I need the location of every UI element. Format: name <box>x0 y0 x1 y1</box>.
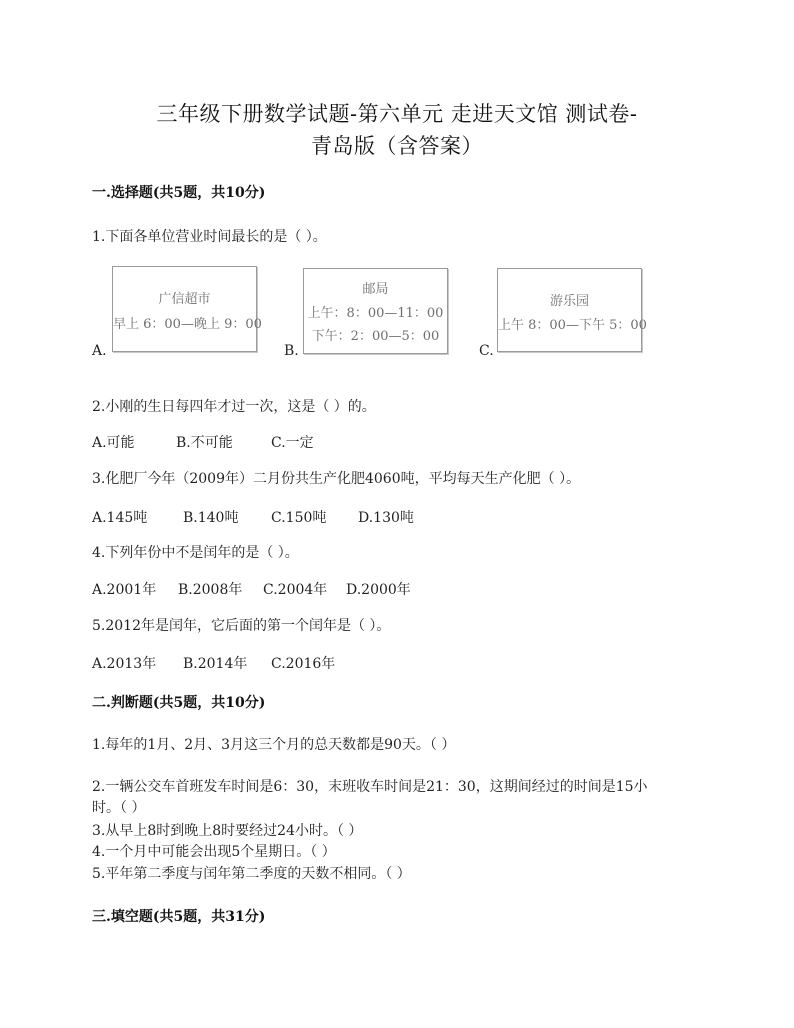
option-a: A.2001年 <box>92 582 157 598</box>
option-d: D.2000年 <box>346 582 411 598</box>
option-a: A.2013年 <box>92 656 157 672</box>
option-a: A.可能 <box>92 435 135 451</box>
question-2-1: 1.每年的1月、2月、3月这三个月的总天数都是90天。（ ） <box>92 737 456 753</box>
option-c: C.2016年 <box>271 656 336 672</box>
option-label: A. <box>92 343 107 359</box>
question-1-5: 5.2012年是闰年，它后面的第一个闰年是（ ）。 <box>92 618 391 634</box>
sign-name: 邮局 <box>362 282 389 297</box>
section-heading-choice: 一.选择题(共5题，共10分) <box>92 185 266 201</box>
option-c: C.一定 <box>271 435 314 451</box>
question-1-4: 4.下列年份中不是闰年的是（ ）。 <box>92 545 299 561</box>
sign-hours-afternoon: 下午：2：00—5：00 <box>311 329 440 344</box>
section-heading-judgement: 二.判断题(共5题，共10分) <box>92 695 266 711</box>
question-1-1: 1.下面各单位营业时间最长的是（ ）。 <box>92 229 327 245</box>
question-1-3: 3.化肥厂今年（2009年）二月份共生产化肥4060吨，平均每天生产化肥（ ）。 <box>92 471 581 487</box>
sign-name: 广信超市 <box>158 292 211 307</box>
question-1-2: 2.小刚的生日每四年才过一次，这是（ ）的。 <box>92 399 376 415</box>
sign-hours-morning: 上午：8：00—11：00 <box>307 306 444 321</box>
section-heading-fill: 三.填空题(共5题，共31分) <box>92 909 266 925</box>
question-2-2-line2: 时。（ ） <box>92 800 146 816</box>
question-2-4: 4.一个月中可能会出现5个星期日。（ ） <box>92 844 336 860</box>
sign-hours: 上午 8：00—下午 5：00 <box>498 318 647 333</box>
option-b: B.2008年 <box>178 582 243 598</box>
question-2-3: 3.从早上8时到晚上8时要经过24小时。（ ） <box>92 823 363 839</box>
sign-hours: 早上 6：00—晚上 9：00 <box>113 317 262 332</box>
option-label: C. <box>479 343 494 359</box>
signboard-supermarket <box>112 266 262 352</box>
option-c: C.2004年 <box>263 582 328 598</box>
question-2-2-line1: 2.一辆公交车首班发车时间是6：30，末班收车时间是21：30，这期间经过的时间是15小 <box>92 779 648 795</box>
page-title-line2: 青岛版（含答案） <box>311 134 483 158</box>
option-b: B.140吨 <box>183 510 239 526</box>
question-2-5: 5.平年第二季度与闰年第二季度的天数不相同。（ ） <box>92 866 411 882</box>
option-a: A.145吨 <box>92 510 148 526</box>
option-b: B.不可能 <box>176 435 233 451</box>
option-d: D.130吨 <box>358 510 414 526</box>
signboard-amusement-park <box>497 268 647 352</box>
option-label: B. <box>284 343 299 359</box>
sign-name: 游乐园 <box>549 294 589 309</box>
page-title-line1: 三年级下册数学试题-第六单元 走进天文馆 测试卷- <box>156 102 638 126</box>
option-b: B.2014年 <box>183 656 248 672</box>
option-c: C.150吨 <box>271 510 327 526</box>
signboard-post-office <box>303 268 448 354</box>
